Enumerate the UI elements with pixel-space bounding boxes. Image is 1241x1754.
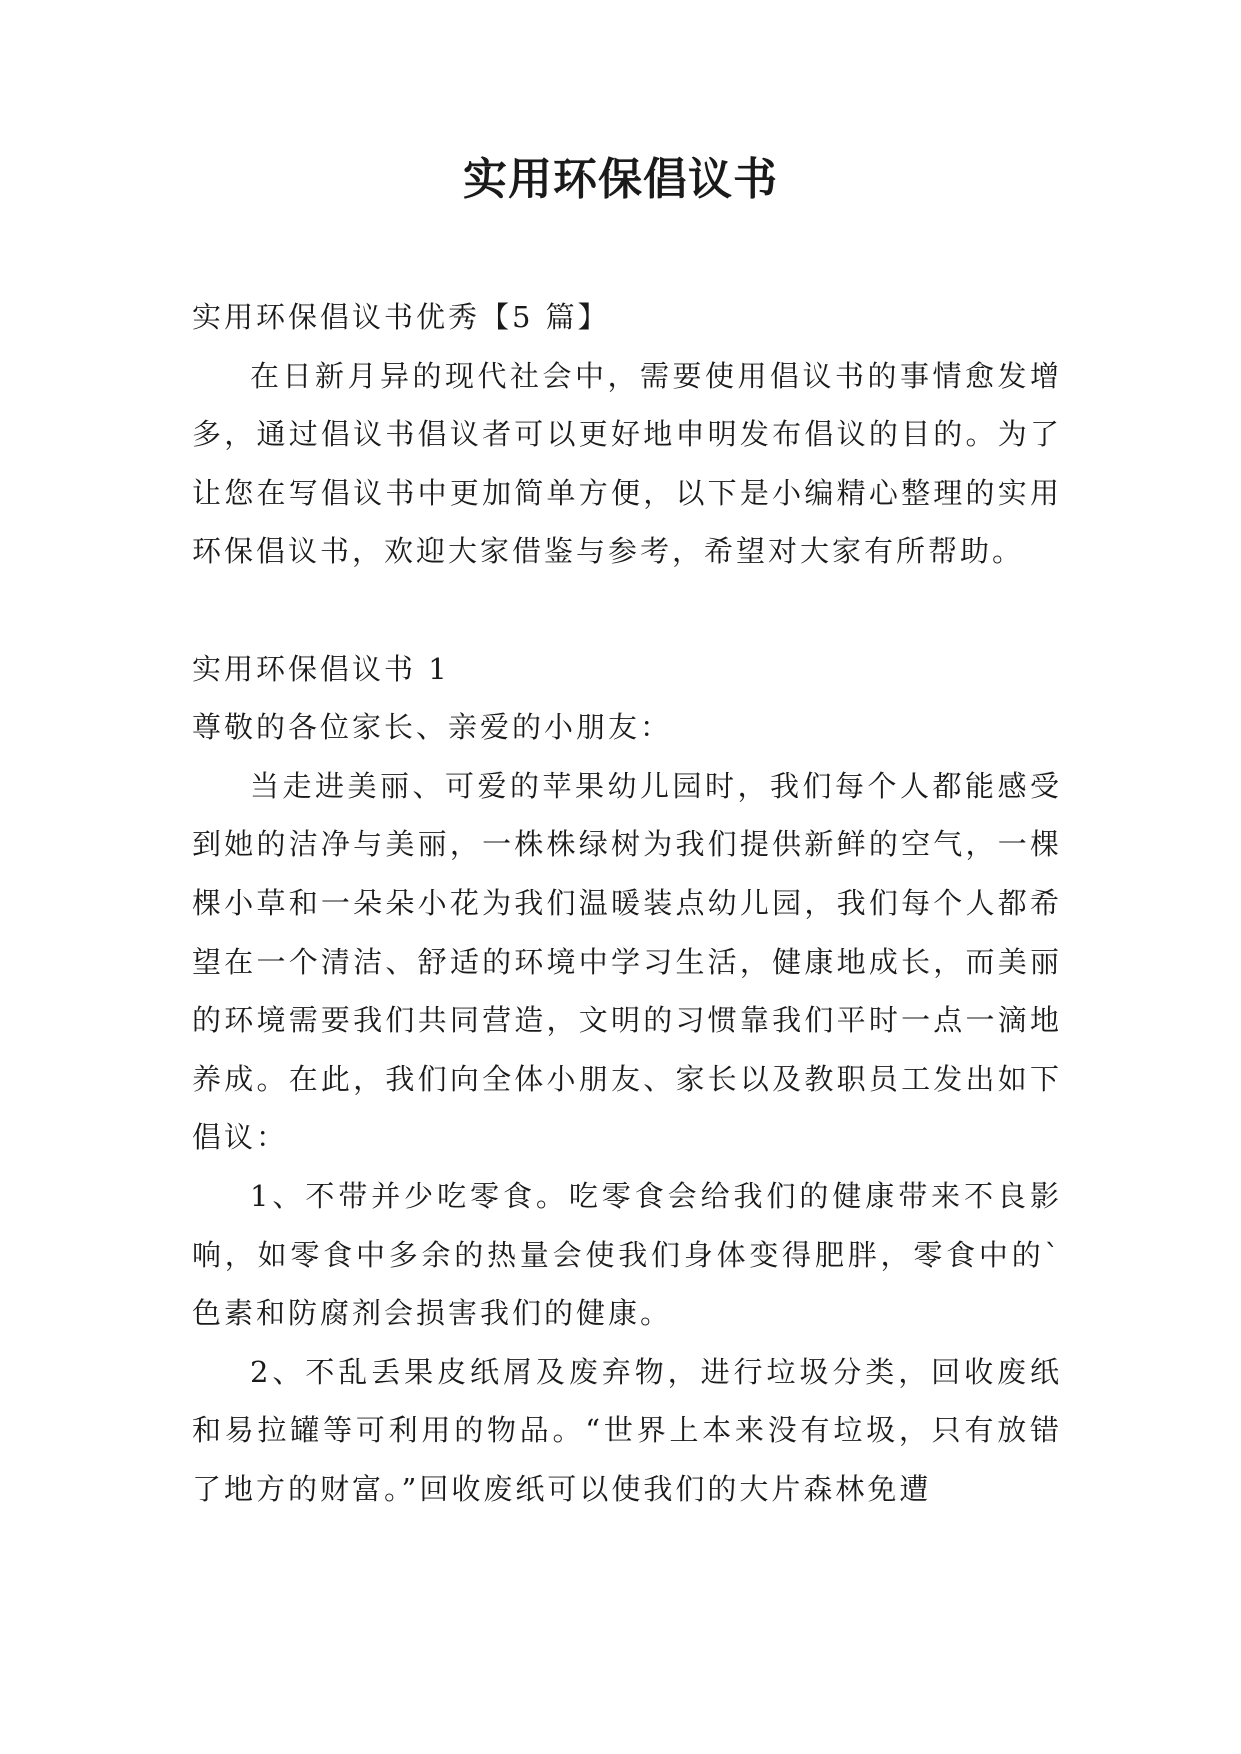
document-subtitle: 实用环保倡议书优秀【5 篇】	[192, 300, 610, 334]
salutation: 尊敬的各位家长、亲爱的小朋友：	[192, 710, 673, 745]
paragraph-spacer	[192, 581, 1062, 640]
section-heading: 实用环保倡议书 1	[192, 651, 450, 686]
document-body	[192, 288, 1062, 1518]
proposal-item-2: 2、不乱丢果皮纸屑及废弃物，进行垃圾分类，回收废纸和易拉罐等可利用的物品。“世界上本来没有垃圾，只有放错了地方的财富。”回收废纸可以使我们的大片森林免遭	[192, 1354, 1062, 1506]
proposal-item-1: 1、不带并少吃零食。吃零食会给我们的健康带来不良影响，如零食中多余的热量会使我们身体变得肥胖，零食中的`色素和防腐剂会损害我们的健康。	[192, 1178, 1062, 1331]
document-title: 实用环保倡议书	[463, 154, 778, 205]
intro-paragraph: 在日新月异的现代社会中，需要使用倡议书的事情愈发增多，通过倡议书倡议者可以更好地申明发布倡议的目的。为了让您在写倡议书中更加简单方便，以下是小编精心整理的实用环保倡议书，欢迎大家借鉴与参考，希望对大家有所帮助。	[192, 358, 1062, 569]
body-paragraph: 当走进美丽、可爱的苹果幼儿园时，我们每个人都能感受到她的洁净与美丽，一株株绿树为我们提供新鲜的空气，一棵棵小草和一朵朵小花为我们温暖装点幼儿园，我们每个人都希望在一个清洁、舒适的环境中学习生活，健康地成长，而美丽的环境需要我们共同营造，文明的习惯靠我们平时一点一滴地养成。在此，我们向全体小朋友、家长以及教职员工发出如下倡议：	[192, 768, 1062, 1155]
